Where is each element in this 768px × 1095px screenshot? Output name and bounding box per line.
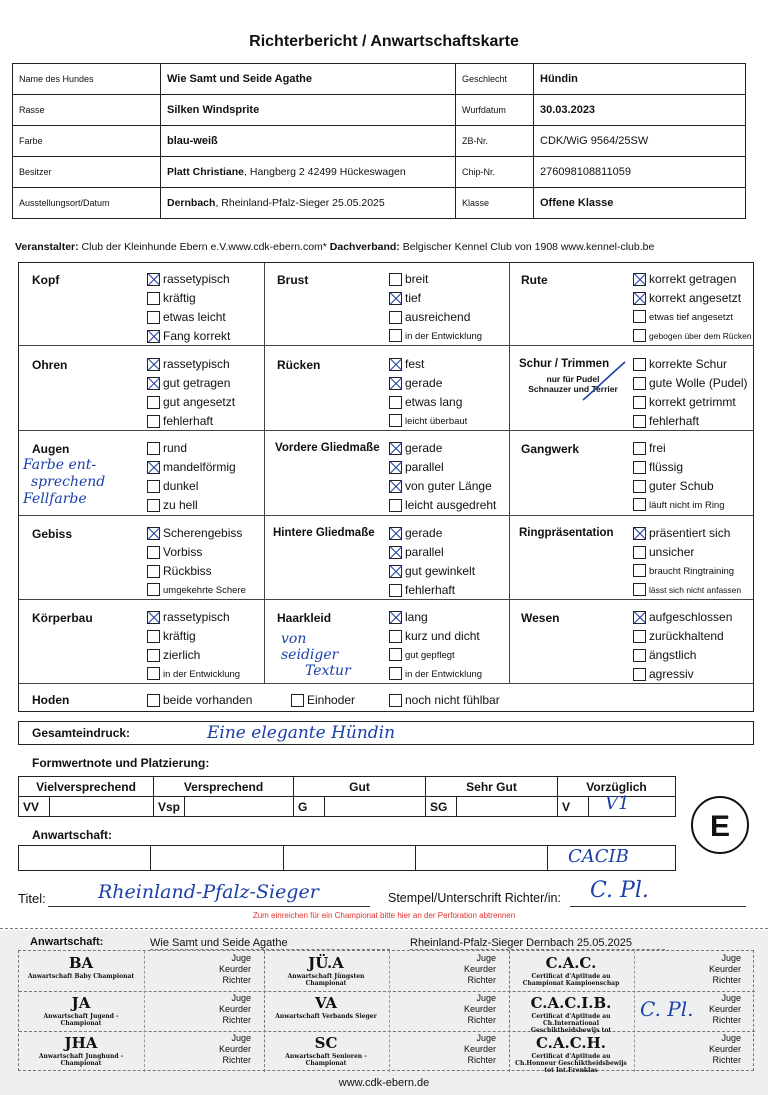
- checkbox-icon[interactable]: [389, 499, 402, 512]
- rating-table: [18, 776, 676, 817]
- vorder-option-1[interactable]: gerade: [389, 440, 442, 457]
- checkbox-checked-icon[interactable]: [389, 292, 402, 305]
- augen-handwritten-note: Farbe ent- sprechend Fellfarbe: [23, 457, 106, 507]
- owner-address: , Hangberg 2 42499 Hückeswagen: [244, 166, 406, 178]
- checkbox-checked-icon[interactable]: [633, 611, 646, 624]
- ring-option-1[interactable]: präsentiert sich: [633, 525, 730, 542]
- va-code: VA: [314, 994, 338, 1012]
- kopf-option-1[interactable]: rassetypisch: [147, 271, 230, 288]
- kopf-label: Kopf: [32, 273, 60, 287]
- strike-mark-icon: [579, 358, 629, 404]
- ba-signature-label: Juge Keurder Richter: [218, 953, 251, 985]
- ring-option-2[interactable]: unsicher: [633, 544, 694, 561]
- cacib-signature-label: Juge Keurder Richter: [708, 993, 741, 1025]
- signature-line: [570, 906, 746, 907]
- signature-label: Stempel/Unterschrift Richter/in:: [388, 891, 561, 905]
- show-place: Dernbach: [167, 197, 216, 209]
- checkbox-icon[interactable]: [389, 273, 402, 286]
- candidacy-cell[interactable]: [19, 846, 151, 871]
- hoden-option-2[interactable]: Einhoder: [291, 692, 355, 709]
- checkbox-checked-icon[interactable]: [389, 480, 402, 493]
- candidacy-cell-value[interactable]: [548, 846, 676, 871]
- overall-label: Gesamteindruck:: [32, 726, 131, 740]
- organizer-line: [15, 241, 654, 253]
- show-value: [161, 188, 456, 219]
- vorder-label: Vordere Gliedmaße: [275, 442, 380, 454]
- rute-option-2[interactable]: korrekt angesetzt: [633, 290, 741, 307]
- checkbox-icon[interactable]: [147, 630, 160, 643]
- brust-option-3[interactable]: ausreichend: [389, 309, 470, 326]
- jha-signature-label: Juge Keurder Richter: [218, 1033, 251, 1065]
- ohren-option-4[interactable]: fehlerhaft: [147, 413, 213, 430]
- wesen-option-4[interactable]: agressiv: [633, 666, 694, 683]
- sc-sub: Anwartschaft Senioren - Championat: [285, 1053, 367, 1067]
- candidacy-cell[interactable]: [283, 846, 415, 871]
- checkbox-icon[interactable]: [389, 584, 402, 597]
- checkbox-checked-icon[interactable]: [147, 273, 160, 286]
- candidacy-card: [0, 930, 768, 1095]
- checkbox-icon[interactable]: [389, 694, 402, 707]
- checkbox-icon[interactable]: [147, 480, 160, 493]
- overall-impression-box[interactable]: [18, 721, 754, 745]
- checkbox-icon[interactable]: [633, 377, 646, 390]
- koerper-option-1[interactable]: rassetypisch: [147, 609, 230, 626]
- show-label: Ausstellungsort/Datum: [13, 188, 161, 219]
- card-cell-ja[interactable]: [25, 993, 255, 1031]
- checkbox-icon[interactable]: [633, 461, 646, 474]
- sex-value: Hündin: [534, 64, 746, 95]
- ohren-label: Ohren: [32, 358, 68, 372]
- cach-signature-label: Juge Keurder Richter: [708, 1033, 741, 1065]
- cac-sub: Certificat d'Aptitude au Championat Kampioenschap: [522, 973, 620, 987]
- checkbox-icon[interactable]: [147, 694, 160, 707]
- rating-header-v: Vorzüglich: [558, 777, 676, 797]
- checkbox-checked-icon[interactable]: [389, 377, 402, 390]
- rating-input-vsp[interactable]: [185, 797, 294, 817]
- breed-label: Rasse: [13, 95, 161, 126]
- brust-option-2[interactable]: tief: [389, 290, 421, 307]
- cacib-sub: Certificat d'Aptitude au Ch.International Geschiktheidsbewijs tot: [530, 1013, 612, 1034]
- checkbox-icon[interactable]: [147, 649, 160, 662]
- kopf-option-4[interactable]: Fang korrekt: [147, 328, 230, 345]
- signature-handwritten: C. Pl.: [590, 878, 649, 903]
- wesen-label: Wesen: [521, 611, 560, 625]
- card-dog-name: Wie Samt und Seide Agathe: [150, 937, 288, 949]
- dog-name-value: Wie Samt und Seide Agathe: [161, 64, 456, 95]
- rute-option-1[interactable]: korrekt getragen: [633, 271, 736, 288]
- card-cell-jua[interactable]: [270, 953, 500, 991]
- checkbox-icon[interactable]: [389, 648, 402, 661]
- schur-option-1[interactable]: korrekte Schur: [633, 356, 727, 373]
- evaluation-grid: [18, 262, 754, 712]
- schur-option-4[interactable]: fehlerhaft: [633, 413, 699, 430]
- checkbox-icon[interactable]: [633, 329, 646, 342]
- rating-label: Formwertnote und Platzierung:: [32, 756, 210, 770]
- wesen-option-3[interactable]: ängstlich: [633, 647, 696, 664]
- checkbox-checked-icon[interactable]: [147, 358, 160, 371]
- footer-url[interactable]: www.cdk-ebern.de: [338, 1077, 430, 1089]
- checkbox-icon[interactable]: [633, 480, 646, 493]
- candidacy-table: [18, 845, 676, 871]
- ruecken-option-1[interactable]: fest: [389, 356, 424, 373]
- checkbox-checked-icon[interactable]: [633, 273, 646, 286]
- haar-handwritten-note: von seidiger Textur: [281, 631, 351, 679]
- ja-sub: Anwartschaft Jugend - Championat: [43, 1013, 119, 1027]
- cac-code: C.A.C.: [545, 954, 597, 972]
- rute-option-3[interactable]: etwas tief angesetzt: [633, 309, 733, 326]
- rating-input-g[interactable]: [325, 797, 426, 817]
- cac-signature-label: Juge Keurder Richter: [708, 953, 741, 985]
- va-signature-label: Juge Keurder Richter: [463, 993, 496, 1025]
- kopf-option-2[interactable]: kräftig: [147, 290, 196, 307]
- cach-sub: Certificat d'Aptitude au Ch.Honneur Geschiktheidsbewijs tot Int.Erenklas: [515, 1053, 627, 1074]
- umbrella-label: Dachverband:: [329, 241, 400, 253]
- schur-option-2[interactable]: gute Wolle (Pudel): [633, 375, 748, 392]
- ba-sub: Anwartschaft Baby Championat: [27, 973, 135, 980]
- vorder-option-2[interactable]: parallel: [389, 459, 444, 476]
- checkbox-icon[interactable]: [147, 667, 160, 680]
- candidacy-label: Anwartschaft:: [32, 828, 113, 842]
- checkbox-icon[interactable]: [389, 396, 402, 409]
- checkbox-icon[interactable]: [291, 694, 304, 707]
- class-label: Klasse: [456, 188, 534, 219]
- gebiss-option-2[interactable]: Vorbiss: [147, 544, 202, 561]
- rating-cell-vsp: Vsp: [154, 797, 185, 817]
- checkbox-icon[interactable]: [147, 583, 160, 596]
- checkbox-icon[interactable]: [633, 498, 646, 511]
- hinter-option-2[interactable]: parallel: [389, 544, 444, 561]
- checkbox-icon[interactable]: [633, 396, 646, 409]
- ruecken-label: Rücken: [277, 358, 321, 372]
- ohren-option-3[interactable]: gut angesetzt: [147, 394, 235, 411]
- hoden-option-3[interactable]: noch nicht fühlbar: [389, 692, 500, 709]
- ruecken-option-4[interactable]: leicht überbaut: [389, 413, 467, 430]
- checkbox-icon[interactable]: [389, 311, 402, 324]
- gang-option-4[interactable]: läuft nicht im Ring: [633, 497, 725, 514]
- umbrella-text: Belgischer Kennel Club von 1908 www.kennel-club.be: [399, 241, 655, 253]
- cacib-handwritten-signature: C. Pl.: [640, 997, 694, 1021]
- owner-name: Platt Christiane: [167, 166, 245, 178]
- checkbox-icon[interactable]: [633, 583, 646, 596]
- jha-sub: Anwartschaft Junghund - Championat: [38, 1053, 124, 1067]
- candidacy-cell[interactable]: [415, 846, 547, 871]
- checkbox-icon[interactable]: [633, 358, 646, 371]
- haar-option-2[interactable]: kurz und dicht: [389, 628, 480, 645]
- koerper-option-3[interactable]: zierlich: [147, 647, 200, 664]
- schur-sub: nur für Pudel Schnauzer und Terrier: [528, 374, 618, 394]
- va-sub: Anwartschaft Verbands Sieger: [275, 1013, 377, 1020]
- ruecken-option-2[interactable]: gerade: [389, 375, 442, 392]
- hinter-label: Hintere Gliedmaße: [273, 527, 375, 539]
- rute-option-4[interactable]: gebogen über dem Rücken: [633, 328, 752, 345]
- gang-option-3[interactable]: guter Schub: [633, 478, 714, 495]
- rating-header-sg: Sehr Gut: [426, 777, 558, 797]
- gebiss-option-4[interactable]: umgekehrte Schere: [147, 582, 246, 599]
- title-line: [48, 906, 370, 907]
- kopf-option-3[interactable]: etwas leicht: [147, 309, 226, 326]
- jua-sub: Anwartschaft Jüngsten Championat: [287, 973, 365, 987]
- birth-label: Wurfdatum: [456, 95, 534, 126]
- rating-cell-sg: SG: [426, 797, 457, 817]
- perforation-line: [0, 928, 768, 929]
- koerper-option-2[interactable]: kräftig: [147, 628, 196, 645]
- color-label: Farbe: [13, 126, 161, 157]
- vorder-option-3[interactable]: von guter Länge: [389, 478, 492, 495]
- dog-name-label: Name des Hundes: [13, 64, 161, 95]
- checkbox-checked-icon[interactable]: [147, 611, 160, 624]
- overall-handwritten-text: Eine elegante Hündin: [207, 723, 396, 743]
- checkbox-icon[interactable]: [147, 546, 160, 559]
- birth-value: 30.03.2023: [534, 95, 746, 126]
- rating-cell-v: V: [558, 797, 589, 817]
- checkbox-checked-icon[interactable]: [147, 461, 160, 474]
- candidacy-handwritten: CACIB: [568, 846, 629, 867]
- checkbox-checked-icon[interactable]: [633, 527, 646, 540]
- organizer-text: Club der Kleinhunde Ebern e.V.www.cdk-ebern.com*: [78, 241, 330, 253]
- ring-option-4[interactable]: lässt sich nicht anfassen: [633, 582, 741, 599]
- checkbox-checked-icon[interactable]: [147, 527, 160, 540]
- hoden-option-1[interactable]: beide vorhanden: [147, 692, 252, 709]
- ohren-option-2[interactable]: gut getragen: [147, 375, 230, 392]
- hinter-option-4[interactable]: fehlerhaft: [389, 582, 455, 599]
- haar-option-3[interactable]: gut gepflegt: [389, 647, 455, 664]
- checkbox-checked-icon[interactable]: [389, 565, 402, 578]
- gebiss-label: Gebiss: [32, 527, 73, 541]
- zb-label: ZB-Nr.: [456, 126, 534, 157]
- checkbox-icon[interactable]: [633, 564, 646, 577]
- checkbox-icon[interactable]: [147, 442, 160, 455]
- card-cell-sc[interactable]: [270, 1033, 500, 1071]
- ohren-option-1[interactable]: rassetypisch: [147, 356, 230, 373]
- haar-option-1[interactable]: lang: [389, 609, 428, 626]
- vorder-option-4[interactable]: leicht ausgedreht: [389, 497, 496, 514]
- rating-header-vsp: Versprechend: [154, 777, 294, 797]
- brust-option-4[interactable]: in der Entwicklung: [389, 328, 482, 345]
- checkbox-icon[interactable]: [633, 649, 646, 662]
- cacib-code: C.A.C.I.B.: [530, 994, 612, 1012]
- gebiss-option-1[interactable]: Scherengebiss: [147, 525, 242, 542]
- rating-header-vv: Vielversprechend: [19, 777, 154, 797]
- jua-signature-label: Juge Keurder Richter: [463, 953, 496, 985]
- koerper-option-4[interactable]: in der Entwicklung: [147, 666, 240, 683]
- card-cell-cac[interactable]: [515, 953, 745, 991]
- dog-info-table: [12, 63, 746, 219]
- checkbox-icon[interactable]: [147, 311, 160, 324]
- color-value: blau-weiß: [161, 126, 456, 157]
- brust-option-1[interactable]: breit: [389, 271, 428, 288]
- checkbox-icon[interactable]: [633, 668, 646, 681]
- card-label: Anwartschaft:: [30, 936, 104, 948]
- checkbox-icon[interactable]: [147, 565, 160, 578]
- page-title: Richterbericht / Anwartschaftskarte: [249, 33, 519, 50]
- rating-input-sg[interactable]: [457, 797, 558, 817]
- ja-code: JA: [71, 994, 91, 1012]
- card-cell-cacib[interactable]: [515, 993, 745, 1034]
- card-cell-ba[interactable]: [25, 953, 255, 991]
- rating-input-vv[interactable]: [50, 797, 154, 817]
- show-rest: , Rheinland-Pfalz-Sieger 25.05.2025: [215, 197, 385, 209]
- checkbox-checked-icon[interactable]: [389, 611, 402, 624]
- card-cell-cach[interactable]: [515, 1033, 745, 1074]
- card-cell-va[interactable]: [270, 993, 500, 1031]
- checkbox-checked-icon[interactable]: [633, 292, 646, 305]
- rating-header-g: Gut: [294, 777, 426, 797]
- title-label: Titel:: [18, 891, 46, 906]
- schur-label: Schur / Trimmen: [519, 358, 610, 370]
- checkbox-icon[interactable]: [147, 499, 160, 512]
- checkbox-checked-icon[interactable]: [389, 527, 402, 540]
- ba-code: BA: [68, 954, 94, 972]
- title-handwritten: Rheinland-Pfalz-Sieger: [98, 881, 319, 903]
- ruecken-option-3[interactable]: etwas lang: [389, 394, 462, 411]
- hinter-option-1[interactable]: gerade: [389, 525, 442, 542]
- checkbox-icon[interactable]: [633, 310, 646, 323]
- sex-label: Geschlecht: [456, 64, 534, 95]
- checkbox-icon[interactable]: [633, 415, 646, 428]
- card-event: Rheinland-Pfalz-Sieger Dernbach 25.05.2025: [410, 937, 632, 949]
- haar-option-4[interactable]: in der Entwicklung: [389, 666, 482, 683]
- perforation-notice: Zum einreichen für ein Championat bitte hier an der Perforation abtrennen: [252, 911, 516, 920]
- brust-label: Brust: [277, 273, 309, 287]
- checkbox-icon[interactable]: [389, 667, 402, 680]
- checkbox-icon[interactable]: [633, 442, 646, 455]
- owner-value: [161, 157, 456, 188]
- chip-value: 276098108811059: [534, 157, 746, 188]
- chip-label: Chip-Nr.: [456, 157, 534, 188]
- jua-code: JÜ.A: [308, 954, 344, 972]
- wesen-option-1[interactable]: aufgeschlossen: [633, 609, 732, 626]
- schur-option-3[interactable]: korrekt getrimmt: [633, 394, 736, 411]
- wesen-option-2[interactable]: zurückhaltend: [633, 628, 724, 645]
- checkbox-icon[interactable]: [633, 546, 646, 559]
- augen-option-2[interactable]: mandelförmig: [147, 459, 236, 476]
- e-badge: E: [691, 796, 749, 854]
- checkbox-icon[interactable]: [389, 329, 402, 342]
- checkbox-icon[interactable]: [147, 415, 160, 428]
- checkbox-checked-icon[interactable]: [147, 377, 160, 390]
- owner-label: Besitzer: [13, 157, 161, 188]
- gang-label: Gangwerk: [521, 442, 580, 456]
- checkbox-checked-icon[interactable]: [389, 442, 402, 455]
- organizer-label: Veranstalter:: [15, 241, 79, 253]
- card-cell-jha[interactable]: [25, 1033, 255, 1071]
- checkbox-icon[interactable]: [389, 414, 402, 427]
- ring-label: Ringpräsentation: [519, 527, 614, 539]
- breed-value: Silken Windsprite: [161, 95, 456, 126]
- checkbox-icon[interactable]: [633, 630, 646, 643]
- gebiss-option-3[interactable]: Rückbiss: [147, 563, 212, 580]
- koerper-label: Körperbau: [32, 611, 93, 625]
- rute-label: Rute: [521, 273, 548, 287]
- zb-value: CDK/WiG 9564/25SW: [534, 126, 746, 157]
- cach-code: C.A.C.H.: [535, 1034, 607, 1052]
- checkbox-checked-icon[interactable]: [389, 461, 402, 474]
- rating-cell-vv: VV: [19, 797, 50, 817]
- augen-option-1[interactable]: rund: [147, 440, 187, 457]
- hoden-label: Hoden: [32, 693, 70, 707]
- augen-label: Augen: [32, 442, 70, 456]
- checkbox-icon[interactable]: [147, 396, 160, 409]
- checkbox-checked-icon[interactable]: [389, 546, 402, 559]
- checkbox-icon[interactable]: [389, 630, 402, 643]
- candidacy-cell[interactable]: [151, 846, 283, 871]
- augen-option-4[interactable]: zu hell: [147, 497, 198, 514]
- rating-cell-g: G: [294, 797, 325, 817]
- haar-label: Haarkleid: [277, 611, 332, 625]
- gang-option-2[interactable]: flüssig: [633, 459, 683, 476]
- sc-signature-label: Juge Keurder Richter: [463, 1033, 496, 1065]
- class-value: Offene Klasse: [534, 188, 746, 219]
- gang-option-1[interactable]: frei: [633, 440, 666, 457]
- ja-signature-label: Juge Keurder Richter: [218, 993, 251, 1025]
- jha-code: JHA: [64, 1034, 98, 1052]
- rating-input-v[interactable]: [589, 793, 676, 817]
- checkbox-checked-icon[interactable]: [147, 330, 160, 343]
- hinter-option-3[interactable]: gut gewinkelt: [389, 563, 475, 580]
- checkbox-icon[interactable]: [147, 292, 160, 305]
- augen-option-3[interactable]: dunkel: [147, 478, 198, 495]
- sc-code: SC: [314, 1034, 338, 1052]
- checkbox-checked-icon[interactable]: [389, 358, 402, 371]
- rating-v-handwritten: V1: [605, 793, 630, 814]
- ring-option-3[interactable]: braucht Ringtraining: [633, 563, 734, 580]
